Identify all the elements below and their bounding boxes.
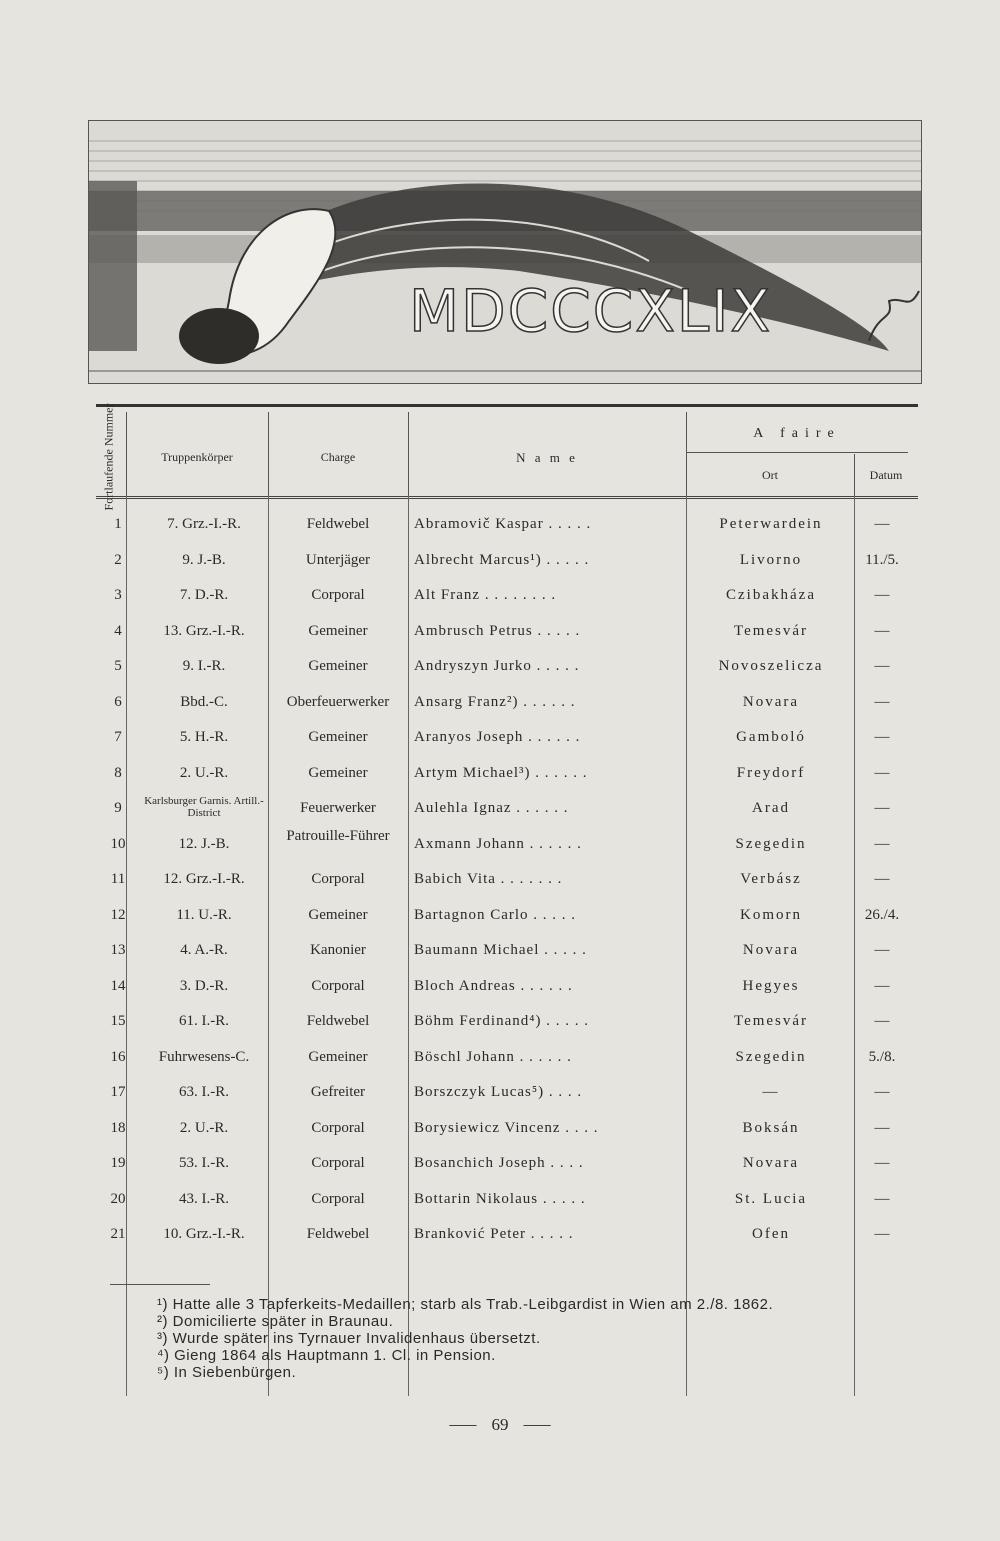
row-number: 13 <box>110 942 126 958</box>
table-row <box>96 615 918 650</box>
header-ort: Ort <box>762 468 778 482</box>
row-truppenkoerper: 12. Grz.-I.-R. <box>163 871 245 887</box>
row-number: 3 <box>114 587 122 603</box>
row-truppenkoerper: 9. I.-R. <box>182 658 226 674</box>
row-number: 17 <box>110 1084 126 1100</box>
table-row <box>96 1076 918 1111</box>
row-truppenkoerper: 11. U.-R. <box>176 906 232 923</box>
footnote-line: ¹) Hatte alle 3 Tapferkeits-Medaillen; starb als Trab.-Leibgardist in Wien am 2./8. 1862. <box>157 1296 774 1313</box>
row-name: Albrecht Marcus¹) . . . . . <box>414 551 590 568</box>
row-name: Babich Vita . . . . . . . <box>414 871 563 887</box>
row-ort: Novoszelicza <box>718 658 824 674</box>
row-charge: Corporal <box>311 977 365 994</box>
table-row <box>96 721 918 756</box>
row-ort: Verbász <box>740 871 802 887</box>
row-ort: Peterwardein <box>719 516 823 532</box>
row-ort: Gamboló <box>736 729 806 745</box>
row-name: Andryszyn Jurko . . . . . <box>414 658 580 674</box>
row-name: Baumann Michael . . . . . <box>414 942 587 958</box>
table-row <box>96 970 918 1005</box>
row-datum: — <box>874 693 890 710</box>
row-ort: Czibakháza <box>726 587 816 603</box>
row-number: 12 <box>110 906 126 923</box>
row-ort: Boksán <box>742 1119 800 1136</box>
row-charge: Gemeiner <box>308 906 368 923</box>
table-row <box>96 863 918 898</box>
row-ort: Szegedin <box>735 1048 807 1065</box>
row-number: 11 <box>110 871 126 887</box>
row-name: Artym Michael³) . . . . . . <box>414 764 588 781</box>
row-truppenkoerper: 10. Grz.-I.-R. <box>163 1226 245 1242</box>
row-truppenkoerper: 2. U.-R. <box>179 1119 229 1136</box>
header-truppenkoerper: Truppenkörper <box>161 450 233 464</box>
table-row <box>96 792 918 827</box>
footnote-line: ³) Wurde später ins Tyrnauer Invalidenhaus übersetzt. <box>157 1330 541 1347</box>
row-charge: Gemeiner <box>308 764 368 781</box>
table-row <box>96 934 918 969</box>
row-datum: — <box>874 622 890 639</box>
header-afaire: A faire <box>753 426 841 441</box>
row-ort: Szegedin <box>735 835 807 852</box>
row-datum: — <box>874 871 890 887</box>
row-number: 20 <box>110 1190 126 1207</box>
row-name: Axmann Johann . . . . . . <box>414 835 582 852</box>
row-ort: Temesvár <box>733 622 809 639</box>
row-name: Borysiewicz Vincenz . . . . <box>414 1119 599 1136</box>
row-charge: Gemeiner <box>308 1048 368 1065</box>
table-row <box>96 1218 918 1253</box>
row-number: 9 <box>114 800 122 816</box>
header-datum: Datum <box>869 468 903 482</box>
row-number: 16 <box>110 1048 126 1065</box>
row-charge: Patrouille-Führer <box>286 827 390 844</box>
row-datum: — <box>874 764 890 781</box>
row-truppenkoerper: Karlsburger Garnis. Artill.-District <box>144 795 264 819</box>
row-charge: Corporal <box>311 587 365 603</box>
row-truppenkoerper: 7. D.-R. <box>179 587 229 603</box>
row-number: 18 <box>110 1119 126 1136</box>
row-truppenkoerper: 53. I.-R. <box>179 1155 229 1171</box>
table-row <box>96 899 918 934</box>
row-name: Alt Franz . . . . . . . . <box>414 587 557 603</box>
row-truppenkoerper: 13. Grz.-I.-R. <box>163 622 245 639</box>
header-double-rule <box>96 498 918 499</box>
row-truppenkoerper: 2. U.-R. <box>179 764 229 781</box>
row-datum: — <box>874 835 890 852</box>
row-charge: Corporal <box>311 1155 365 1171</box>
row-datum: — <box>874 1155 890 1171</box>
row-name: Aranyos Joseph . . . . . . <box>414 729 581 745</box>
row-ort: Novara <box>742 693 800 710</box>
row-truppenkoerper: 4. A.-R. <box>180 942 228 958</box>
row-datum: — <box>874 942 890 958</box>
row-truppenkoerper: 3. D.-R. <box>179 977 229 994</box>
row-ort: Freydorf <box>736 764 806 781</box>
row-number: 21 <box>110 1226 126 1242</box>
row-number: 8 <box>114 764 122 781</box>
row-name: Bottarin Nikolaus . . . . . <box>414 1190 586 1207</box>
row-truppenkoerper: Bbd.-C. <box>180 693 228 710</box>
row-datum: — <box>874 1119 890 1136</box>
row-number: 10 <box>110 835 126 852</box>
row-ort: Novara <box>742 942 800 958</box>
row-charge: Feldwebel <box>306 1013 370 1029</box>
row-name: Böschl Johann . . . . . . <box>414 1048 572 1065</box>
row-number: 4 <box>114 622 122 639</box>
row-name: Branković Peter . . . . . <box>414 1226 574 1242</box>
row-charge: Unterjäger <box>305 551 371 568</box>
row-number: 15 <box>110 1013 126 1029</box>
table-row <box>96 1041 918 1076</box>
row-charge: Feuerwerker <box>300 800 376 816</box>
banner-text: MDCCCXLIX <box>409 277 773 345</box>
ornament-left: ⸺ <box>448 1415 478 1434</box>
row-name: Borszczyk Lucas⁵) . . . . <box>414 1084 583 1100</box>
row-charge: Gemeiner <box>308 658 368 674</box>
row-charge: Feldwebel <box>306 516 370 532</box>
table-row <box>96 1147 918 1182</box>
footnote-rule <box>110 1284 210 1285</box>
row-charge: Gemeiner <box>308 729 368 745</box>
row-truppenkoerper: 61. I.-R. <box>179 1013 229 1029</box>
row-ort: St. Lucia <box>734 1190 808 1207</box>
row-truppenkoerper: 43. I.-R. <box>179 1190 229 1207</box>
row-datum: — <box>874 977 890 994</box>
row-charge: Corporal <box>311 1190 365 1207</box>
row-number: 6 <box>114 693 122 710</box>
header-number: Fortlaufende Nummer <box>101 403 116 511</box>
table-row <box>96 1112 918 1147</box>
row-name: Bloch Andreas . . . . . . <box>414 977 573 994</box>
table-row <box>96 828 918 863</box>
row-truppenkoerper: 63. I.-R. <box>179 1084 229 1100</box>
row-number: 5 <box>114 658 122 674</box>
row-ort: Ofen <box>752 1226 790 1242</box>
row-charge: Corporal <box>311 871 365 887</box>
row-truppenkoerper: 12. J.-B. <box>178 835 230 852</box>
row-charge: Kanonier <box>310 942 366 958</box>
row-name: Ambrusch Petrus . . . . . <box>414 622 581 639</box>
row-datum: — <box>874 587 890 603</box>
table-row <box>96 1005 918 1040</box>
table-header <box>96 403 918 511</box>
row-name: Ansarg Franz²) . . . . . . <box>414 693 576 710</box>
row-ort: Livorno <box>739 551 803 568</box>
header-charge: Charge <box>320 450 356 464</box>
row-datum: — <box>874 729 890 745</box>
row-ort: Komorn <box>740 906 802 923</box>
row-name: Aulehla Ignaz . . . . . . <box>414 800 569 816</box>
row-number: 2 <box>114 551 122 568</box>
row-number: 14 <box>110 977 126 994</box>
row-datum: — <box>874 800 890 816</box>
header-illustration <box>88 120 922 384</box>
row-ort: Hegyes <box>742 977 800 994</box>
row-number: 1 <box>114 516 122 532</box>
row-charge: Oberfeuerwerker <box>286 693 390 710</box>
row-number: 7 <box>114 729 122 745</box>
table-row <box>96 508 918 543</box>
row-ort: — <box>762 1084 780 1100</box>
table-row <box>96 650 918 685</box>
row-charge: Gefreiter <box>310 1084 366 1100</box>
footnotes <box>157 1296 917 1381</box>
row-datum: 11./5. <box>865 551 899 568</box>
row-name: Bosanchich Joseph . . . . <box>414 1155 584 1171</box>
row-ort: Novara <box>742 1155 800 1171</box>
footnote-line: ⁴) Gieng 1864 als Hauptmann 1. Cl. in Pension. <box>157 1347 496 1364</box>
row-name: Abramovič Kaspar . . . . . <box>414 516 592 532</box>
table-row <box>96 757 918 792</box>
table-row <box>96 1183 918 1218</box>
ornament-right: ⸺ <box>522 1415 552 1434</box>
row-truppenkoerper: 5. H.-R. <box>179 729 229 745</box>
table-row <box>96 686 918 721</box>
row-datum: — <box>874 1084 890 1100</box>
table-row <box>96 544 918 579</box>
header-name: N a m e <box>516 450 578 465</box>
fallen-angel-drawing <box>89 121 921 383</box>
row-ort: Temesvár <box>733 1013 809 1029</box>
row-charge: Corporal <box>311 1119 365 1136</box>
row-name: Böhm Ferdinand⁴) . . . . . <box>414 1013 589 1029</box>
row-datum: — <box>874 1190 890 1207</box>
row-ort: Arad <box>752 800 790 816</box>
row-datum: — <box>874 1013 890 1029</box>
footnote-line: ⁵) In Siebenbürgen. <box>157 1364 297 1381</box>
row-datum: 26./4. <box>864 906 900 923</box>
table-row <box>96 579 918 614</box>
row-truppenkoerper: 9. J.-B. <box>182 551 226 568</box>
row-datum: — <box>874 516 890 532</box>
row-charge: Feldwebel <box>306 1226 370 1242</box>
page-number: ⸺ 69 ⸺ <box>448 1415 552 1434</box>
row-number: 19 <box>110 1155 126 1171</box>
row-name: Bartagnon Carlo . . . . . <box>414 906 577 923</box>
row-datum: — <box>874 1226 890 1242</box>
row-charge: Gemeiner <box>308 622 368 639</box>
row-truppenkoerper: 7. Grz.-I.-R. <box>167 516 241 532</box>
top-rule <box>96 404 918 407</box>
row-truppenkoerper: Fuhrwesens-C. <box>158 1048 250 1065</box>
footnote-line: ²) Domicilierte später in Braunau. <box>157 1313 394 1330</box>
row-datum: 5./8. <box>868 1048 896 1065</box>
row-datum: — <box>874 658 890 674</box>
